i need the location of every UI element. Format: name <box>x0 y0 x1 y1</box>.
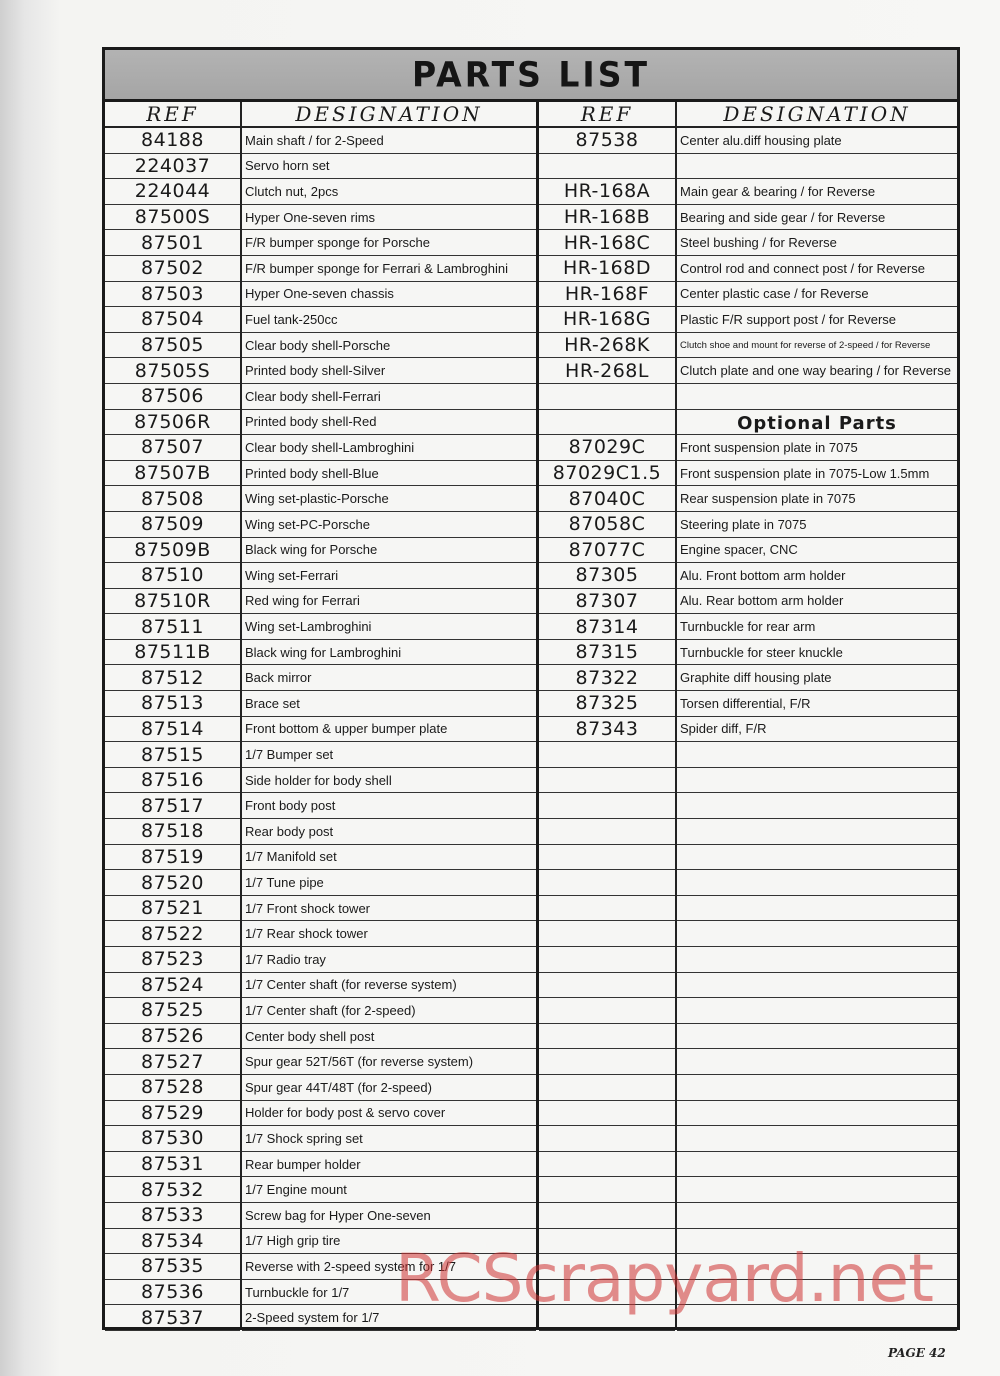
left-ref-cell: 87520 <box>105 870 240 896</box>
left-designation-cell: F/R bumper sponge for Porsche <box>242 230 536 256</box>
right-ref-cell: 87029C <box>539 435 675 461</box>
left-ref-cell: 87513 <box>105 691 240 717</box>
right-designation-cell <box>677 921 957 947</box>
left-ref-column <box>105 102 242 1327</box>
title-bar <box>105 50 957 102</box>
right-ref-cell <box>539 1229 675 1255</box>
left-ref-cell: 87500S <box>105 205 240 231</box>
left-designation-header: DESIGNATION <box>242 102 536 128</box>
left-ref-cell: 87511B <box>105 640 240 666</box>
right-ref-cell: 87305 <box>539 563 675 589</box>
left-designation-cell: Black wing for Lambroghini <box>242 640 536 666</box>
left-designation-cell: Wing set-Ferrari <box>242 563 536 589</box>
left-designation-cell: Printed body shell-Blue <box>242 461 536 487</box>
right-designation-header: DESIGNATION <box>677 102 957 128</box>
right-designation-cell: Engine spacer, CNC <box>677 538 957 564</box>
left-designation-cell: Wing set-plastic-Porsche <box>242 486 536 512</box>
right-ref-cell <box>539 845 675 871</box>
right-designation-cell <box>677 1126 957 1152</box>
left-designation-cell: 2-Speed system for 1/7 <box>242 1305 536 1331</box>
right-ref-cell <box>539 896 675 922</box>
right-designation-cell <box>677 819 957 845</box>
right-ref-cell <box>539 1177 675 1203</box>
left-ref-cell: 87537 <box>105 1305 240 1331</box>
left-designation-cell: Spur gear 44T/48T (for 2-speed) <box>242 1075 536 1101</box>
right-designation-cell <box>677 845 957 871</box>
right-ref-cell: HR-168A <box>539 179 675 205</box>
right-designation-cell: Clutch plate and one way bearing / for Reverse <box>677 358 957 384</box>
left-designation-cell: 1/7 Radio tray <box>242 947 536 973</box>
right-ref-cell <box>539 921 675 947</box>
left-designation-cell: 1/7 Manifold set <box>242 845 536 871</box>
right-designation-cell: Steering plate in 7075 <box>677 512 957 538</box>
right-ref-cell <box>539 410 675 436</box>
right-ref-cell: 87077C <box>539 538 675 564</box>
left-designation-cell: 1/7 Shock spring set <box>242 1126 536 1152</box>
left-ref-cell: 224044 <box>105 179 240 205</box>
right-ref-rows <box>539 128 675 1331</box>
left-ref-cell: 84188 <box>105 128 240 154</box>
right-ref-cell: 87058C <box>539 512 675 538</box>
left-ref-cell: 87504 <box>105 307 240 333</box>
left-ref-header: REF <box>105 102 240 128</box>
right-ref-cell <box>539 384 675 410</box>
left-ref-cell: 87503 <box>105 282 240 308</box>
left-designation-cell: Rear bumper holder <box>242 1152 536 1178</box>
right-ref-cell <box>539 1075 675 1101</box>
right-ref-cell <box>539 1305 675 1331</box>
left-designation-cell: Spur gear 52T/56T (for reverse system) <box>242 1049 536 1075</box>
left-designation-cell: Hyper One-seven chassis <box>242 282 536 308</box>
optional-parts-heading: Optional Parts <box>677 410 957 436</box>
watermark-text: RCScrapyard.net <box>395 1240 933 1317</box>
right-designation-cell <box>677 1101 957 1127</box>
right-designation-cell <box>677 973 957 999</box>
left-designation-cell: 1/7 Center shaft (for reverse system) <box>242 973 536 999</box>
right-ref-cell <box>539 768 675 794</box>
right-designation-cell: Turnbuckle for rear arm <box>677 614 957 640</box>
right-designation-cell <box>677 1254 957 1280</box>
left-designation-cell: Red wing for Ferrari <box>242 589 536 615</box>
left-designation-cell: Back mirror <box>242 665 536 691</box>
left-designation-cell: Fuel tank-250cc <box>242 307 536 333</box>
left-designation-cell: 1/7 Center shaft (for 2-speed) <box>242 998 536 1024</box>
right-ref-cell: 87343 <box>539 717 675 743</box>
right-designation-cell <box>677 896 957 922</box>
left-ref-cell: 87526 <box>105 1024 240 1050</box>
right-ref-cell: HR-168C <box>539 230 675 256</box>
left-designation-cell: Front body post <box>242 793 536 819</box>
left-designation-cell: 1/7 High grip tire <box>242 1229 536 1255</box>
right-designation-cell <box>677 1280 957 1306</box>
left-designation-cell: 1/7 Rear shock tower <box>242 921 536 947</box>
left-ref-cell: 87514 <box>105 717 240 743</box>
right-ref-cell <box>539 1101 675 1127</box>
left-designation-cell: Center body shell post <box>242 1024 536 1050</box>
right-designation-cell: Clutch shoe and mount for reverse of 2-speed / for Reverse <box>677 333 957 359</box>
right-designation-cell: Rear suspension plate in 7075 <box>677 486 957 512</box>
right-designation-cell <box>677 768 957 794</box>
page-title: PARTS LIST <box>412 54 650 95</box>
left-ref-cell: 87515 <box>105 742 240 768</box>
left-designation-cell: Hyper One-seven rims <box>242 205 536 231</box>
right-ref-cell <box>539 973 675 999</box>
right-designation-cell: Center alu.diff housing plate <box>677 128 957 154</box>
right-ref-cell: 87315 <box>539 640 675 666</box>
left-ref-cell: 87527 <box>105 1049 240 1075</box>
left-ref-cell: 224037 <box>105 154 240 180</box>
left-ref-cell: 87510 <box>105 563 240 589</box>
right-ref-cell: 87325 <box>539 691 675 717</box>
right-ref-cell <box>539 742 675 768</box>
right-ref-cell <box>539 1024 675 1050</box>
right-designation-cell: Alu. Rear bottom arm holder <box>677 589 957 615</box>
left-designation-cell: 1/7 Tune pipe <box>242 870 536 896</box>
right-ref-cell: 87029C1.5 <box>539 461 675 487</box>
left-designation-cell: 1/7 Engine mount <box>242 1177 536 1203</box>
right-ref-cell <box>539 947 675 973</box>
left-ref-cell: 87509B <box>105 538 240 564</box>
left-designation-cell: 1/7 Bumper set <box>242 742 536 768</box>
left-designation-cell: Clear body shell-Porsche <box>242 333 536 359</box>
left-ref-cell: 87535 <box>105 1254 240 1280</box>
right-designation-cell: Graphite diff housing plate <box>677 665 957 691</box>
left-ref-cell: 87510R <box>105 589 240 615</box>
right-ref-cell <box>539 819 675 845</box>
right-designation-cell: Spider diff, F/R <box>677 717 957 743</box>
left-ref-cell: 87517 <box>105 793 240 819</box>
right-ref-cell <box>539 154 675 180</box>
left-ref-cell: 87522 <box>105 921 240 947</box>
left-ref-cell: 87511 <box>105 614 240 640</box>
right-ref-cell <box>539 1254 675 1280</box>
left-designation-cell: Holder for body post & servo cover <box>242 1101 536 1127</box>
right-ref-cell: HR-168D <box>539 256 675 282</box>
right-ref-cell: 87322 <box>539 665 675 691</box>
left-designation-cell: Black wing for Porsche <box>242 538 536 564</box>
right-designation-cell <box>677 1177 957 1203</box>
left-designation-cell: Clutch nut, 2pcs <box>242 179 536 205</box>
right-designation-rows <box>677 128 957 1331</box>
left-ref-cell: 87530 <box>105 1126 240 1152</box>
right-ref-cell <box>539 1203 675 1229</box>
left-ref-cell: 87529 <box>105 1101 240 1127</box>
right-designation-cell <box>677 1229 957 1255</box>
right-designation-cell <box>677 742 957 768</box>
right-designation-cell: Front suspension plate in 7075-Low 1.5mm <box>677 461 957 487</box>
right-ref-cell <box>539 1049 675 1075</box>
left-ref-cell: 87525 <box>105 998 240 1024</box>
left-designation-cell: Brace set <box>242 691 536 717</box>
right-designation-cell: Center plastic case / for Reverse <box>677 282 957 308</box>
right-ref-cell: HR-168F <box>539 282 675 308</box>
right-ref-cell <box>539 1280 675 1306</box>
left-ref-cell: 87512 <box>105 665 240 691</box>
right-designation-cell <box>677 154 957 180</box>
left-designation-cell: Main shaft / for 2-Speed <box>242 128 536 154</box>
right-ref-column <box>539 102 677 1327</box>
right-designation-cell: Bearing and side gear / for Reverse <box>677 205 957 231</box>
left-ref-cell: 87518 <box>105 819 240 845</box>
left-ref-cell: 87506R <box>105 410 240 436</box>
right-designation-cell <box>677 1075 957 1101</box>
left-ref-rows <box>105 128 240 1331</box>
left-ref-cell: 87501 <box>105 230 240 256</box>
table-grid <box>105 102 957 1327</box>
right-designation-cell: Torsen differential, F/R <box>677 691 957 717</box>
left-designation-cell: Clear body shell-Ferrari <box>242 384 536 410</box>
left-designation-cell: Side holder for body shell <box>242 768 536 794</box>
left-ref-cell: 87531 <box>105 1152 240 1178</box>
left-ref-cell: 87523 <box>105 947 240 973</box>
right-designation-cell <box>677 1152 957 1178</box>
left-designation-cell: Rear body post <box>242 819 536 845</box>
right-designation-cell: Turnbuckle for steer knuckle <box>677 640 957 666</box>
parts-list-table <box>102 47 960 1330</box>
right-designation-cell <box>677 1049 957 1075</box>
right-designation-cell: Front suspension plate in 7075 <box>677 435 957 461</box>
right-ref-cell: 87314 <box>539 614 675 640</box>
left-ref-cell: 87528 <box>105 1075 240 1101</box>
left-ref-cell: 87502 <box>105 256 240 282</box>
left-designation-column <box>242 102 539 1327</box>
right-ref-cell <box>539 1152 675 1178</box>
left-ref-cell: 87507B <box>105 461 240 487</box>
left-ref-cell: 87509 <box>105 512 240 538</box>
left-designation-cell: Wing set-Lambroghini <box>242 614 536 640</box>
right-ref-cell <box>539 1126 675 1152</box>
right-ref-cell: 87538 <box>539 128 675 154</box>
left-designation-cell: Printed body shell-Silver <box>242 358 536 384</box>
left-ref-cell: 87534 <box>105 1229 240 1255</box>
left-ref-cell: 87505 <box>105 333 240 359</box>
left-designation-cell: Reverse with 2-speed system for 1/7 <box>242 1254 536 1280</box>
right-designation-cell: Main gear & bearing / for Reverse <box>677 179 957 205</box>
left-ref-cell: 87519 <box>105 845 240 871</box>
left-ref-cell: 87506 <box>105 384 240 410</box>
right-designation-cell <box>677 947 957 973</box>
left-ref-cell: 87524 <box>105 973 240 999</box>
right-ref-header: REF <box>539 102 675 128</box>
right-designation-cell <box>677 1024 957 1050</box>
left-designation-rows <box>242 128 536 1331</box>
left-ref-cell: 87507 <box>105 435 240 461</box>
right-designation-cell <box>677 998 957 1024</box>
right-ref-cell <box>539 793 675 819</box>
left-ref-cell: 87536 <box>105 1280 240 1306</box>
left-ref-cell: 87521 <box>105 896 240 922</box>
left-ref-cell: 87505S <box>105 358 240 384</box>
left-ref-cell: 87533 <box>105 1203 240 1229</box>
left-designation-cell: Front bottom & upper bumper plate <box>242 717 536 743</box>
page-number: PAGE 42 <box>888 1346 946 1360</box>
right-ref-cell: HR-268K <box>539 333 675 359</box>
right-designation-cell <box>677 870 957 896</box>
right-designation-cell <box>677 793 957 819</box>
right-ref-cell: 87040C <box>539 486 675 512</box>
left-designation-cell: Printed body shell-Red <box>242 410 536 436</box>
right-ref-cell <box>539 870 675 896</box>
right-designation-cell: Alu. Front bottom arm holder <box>677 563 957 589</box>
left-designation-cell: Clear body shell-Lambroghini <box>242 435 536 461</box>
right-ref-cell: HR-168B <box>539 205 675 231</box>
left-ref-cell: 87516 <box>105 768 240 794</box>
left-designation-cell: Screw bag for Hyper One-seven <box>242 1203 536 1229</box>
left-designation-cell: 1/7 Front shock tower <box>242 896 536 922</box>
right-ref-cell: 87307 <box>539 589 675 615</box>
left-designation-cell: Turnbuckle for 1/7 <box>242 1280 536 1306</box>
left-designation-cell: Wing set-PC-Porsche <box>242 512 536 538</box>
left-ref-cell: 87508 <box>105 486 240 512</box>
right-designation-cell: Control rod and connect post / for Reverse <box>677 256 957 282</box>
right-ref-cell: HR-168G <box>539 307 675 333</box>
right-designation-cell <box>677 1203 957 1229</box>
right-designation-column <box>677 102 957 1327</box>
right-designation-cell <box>677 1305 957 1331</box>
left-designation-cell: F/R bumper sponge for Ferrari & Lambroghini <box>242 256 536 282</box>
right-ref-cell <box>539 998 675 1024</box>
left-ref-cell: 87532 <box>105 1177 240 1203</box>
right-designation-cell: Steel bushing / for Reverse <box>677 230 957 256</box>
right-ref-cell: HR-268L <box>539 358 675 384</box>
right-designation-cell <box>677 384 957 410</box>
right-designation-cell: Plastic F/R support post / for Reverse <box>677 307 957 333</box>
left-designation-cell: Servo horn set <box>242 154 536 180</box>
